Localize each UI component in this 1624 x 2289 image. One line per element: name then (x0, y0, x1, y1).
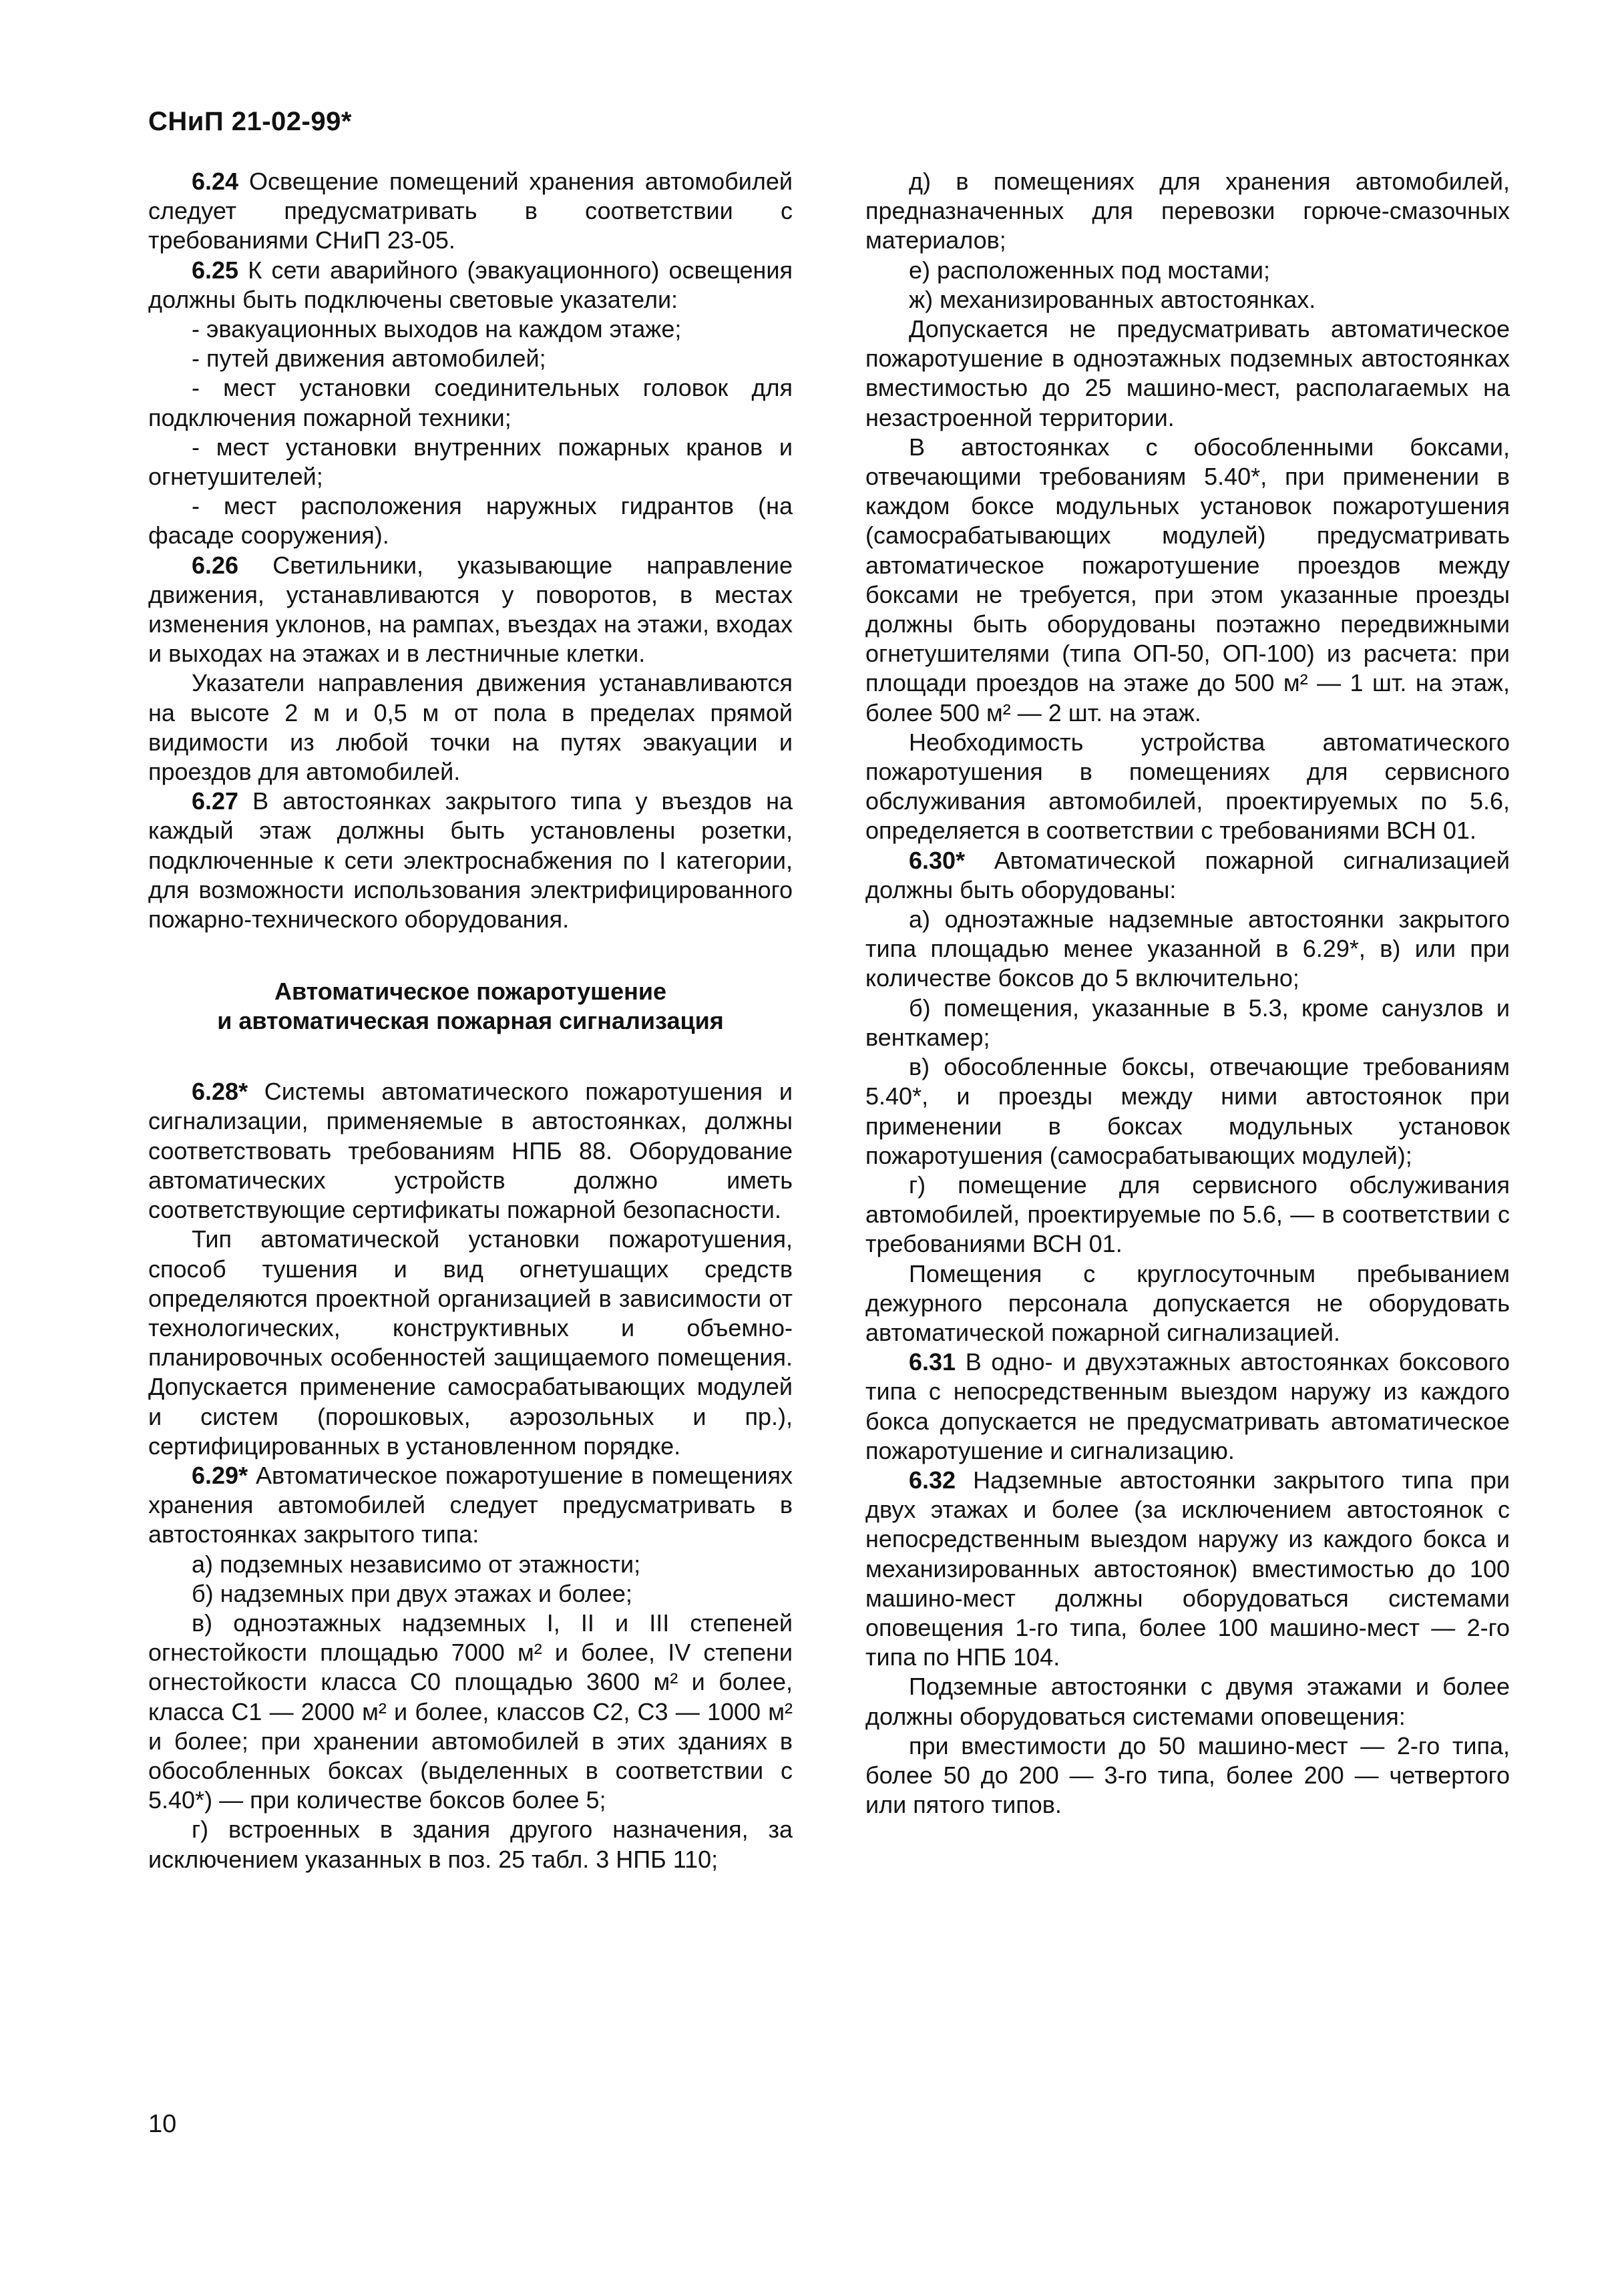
paragraph (865, 1731, 1510, 1820)
paragraph (865, 1466, 1510, 1672)
paragraph (865, 905, 1510, 994)
paragraph (865, 994, 1510, 1052)
paragraph (865, 433, 1510, 728)
paragraph (865, 1672, 1510, 1731)
section-heading-line-1: Автоматическое пожаротушение (274, 978, 667, 1006)
paragraph-text: г) встроенных в здания другого назначения, за исключением указанных в поз. 25 табл. 3 НПБ 110; (148, 1816, 793, 1873)
paragraph (865, 1347, 1510, 1466)
right-paragraphs (865, 167, 1510, 1820)
paragraph-text: е) расположенных под мостами; (909, 256, 1271, 284)
page-number: 10 (148, 2110, 177, 2138)
clause-number: 6.26 (192, 551, 239, 579)
paragraph-text: в) одноэтажных надземных I, II и III степеней огнестойкости площадью 7000 м² и более, IV степени огнестойкости класса С0 площадью 3600 м² и более, класса С1 — 2000 м² и более, классов С2, С3 — 1000 м² и более; при хранении автомобилей в этих зданиях в обособленных боксах (выделенных в соответствии с 5.40*) — при количестве боксов более 5; (148, 1609, 793, 1814)
paragraph (148, 551, 793, 669)
paragraph (148, 787, 793, 934)
paragraph-text: Автоматической пожарной сигнализацией должны быть оборудованы: (865, 846, 1510, 903)
document-code: СНиП 21-02-99* (148, 107, 352, 136)
clause-number: 6.27 (192, 787, 239, 815)
paragraph (148, 1815, 793, 1874)
paragraph-text: Допускается не предусматривать автоматическое пожаротушение в одноэтажных подземных автостоянках вместимостью до 25 машино-мест, располагаемых на незастроенной территории. (865, 315, 1510, 431)
paragraph-text: б) надземных при двух этажах и более; (192, 1579, 632, 1607)
paragraph-text: в) обособленные боксы, отвечающие требованиям 5.40*, и проезды между ними автостоянок при применении в боксах модульных установок пожаротушения (самосрабатывающих модулей); (865, 1053, 1510, 1169)
paragraph-text: В автостоянках с обособленными боксами, отвечающими требованиям 5.40*, при применении в каждом боксе модульных установок пожаротушения (самосрабатывающих модулей) предусматривать автоматическое пожаротушение проездов между боксами не требуется, при этом указанные проезды должны быть оборудованы поэтажно передвижными огнетушителями (типа ОП-50, ОП-100) из расчета: при площади проездов на этаже до 500 м² — 1 шт. на этаж, более 500 м² — 2 шт. на этаж. (865, 433, 1510, 726)
paragraph-text: В автостоянках закрытого типа у въездов на каждый этаж должны быть установлены розетки, подключенные к сети электроснабжения по I категории, для возможности использования электрифицированного пожарно-технического оборудования. (148, 787, 793, 933)
clause-number: 6.28* (192, 1078, 248, 1106)
clause-number: 6.30* (909, 846, 966, 874)
clause-number: 6.32 (909, 1466, 956, 1494)
paragraph (148, 433, 793, 491)
paragraph-text: Освещение помещений хранения автомобилей следует предусматривать в соответствии с требованиями СНиП 23-05. (148, 168, 793, 254)
paragraph (148, 1225, 793, 1461)
paragraph (148, 1550, 793, 1579)
paragraph-text: - мест расположения наружных гидрантов (на фасаде сооружения). (148, 492, 793, 550)
paragraph-text: б) помещения, указанные в 5.3, кроме санузлов и венткамер; (865, 994, 1510, 1051)
left-paragraphs (148, 167, 793, 934)
clause-number: 6.24 (192, 168, 239, 195)
paragraph (865, 1171, 1510, 1259)
paragraph (865, 846, 1510, 905)
clause-number: 6.25 (192, 256, 239, 284)
paragraph-text: при вместимости до 50 машино-мест — 2-го типа, более 50 до 200 — 3-го типа, более 200 — четвертого или пятого типов. (865, 1731, 1510, 1819)
paragraph-text: г) помещение для сервисного обслуживания автомобилей, проектируемые по 5.6, — в соответствии с требованиями ВСН 01. (865, 1171, 1510, 1258)
section-heading-line-2: и автоматическая пожарная сигнализация (217, 1007, 724, 1035)
paragraph-text: а) одноэтажные надземные автостоянки закрытого типа площадью менее указанной в 6.29*, в) или при количестве боксов до 5 включительно; (865, 905, 1510, 992)
paragraph-text: ж) механизированных автостоянках. (909, 285, 1316, 313)
paragraph (148, 1579, 793, 1609)
paragraph (865, 167, 1510, 256)
paragraph (865, 256, 1510, 285)
paragraph-text: - путей движения автомобилей; (192, 345, 546, 373)
paragraph (148, 668, 793, 787)
paragraph-text: а) подземных независимо от этажности; (192, 1550, 641, 1578)
paragraph (148, 491, 793, 550)
left-column (148, 167, 793, 1874)
paragraph-text: Системы автоматического пожаротушения и сигнализации, применяемые в автостоянках, должны соответствовать требованиям НПБ 88. Оборудование автоматических устройств должно иметь соответствующие сертификаты пожарной безопасности. (148, 1078, 793, 1224)
paragraph (148, 1077, 793, 1225)
left-paragraphs-after-heading (148, 1077, 793, 1874)
paragraph-text: Автоматическое пожаротушение в помещениях хранения автомобилей следует предусматривать в автостоянках закрытого типа: (148, 1461, 793, 1548)
paragraph-text: Необходимость устройства автоматического пожаротушения в помещениях для сервисного обслуживания автомобилей, проектируемых по 5.6, определяется в соответствии с требованиями ВСН 01. (865, 728, 1510, 845)
paragraph-text: Тип автоматической установки пожаротушения, способ тушения и вид огнетушащих средств определяются проектной организацией в зависимости от технологических, конструктивных и объемно-планировочных особенностей защищаемого помещения. Допускается применение самосрабатывающих модулей и систем (порошковых, аэрозольных и пр.), сертифицированных в установленном порядке. (148, 1225, 793, 1460)
paragraph-text: Светильники, указывающие направление движения, устанавливаются у поворотов, в местах изменения уклонов, на рампах, въездах на этажи, входах и выходах на этажах и в лестничные клетки. (148, 551, 793, 668)
paragraph-text: К сети аварийного (эвакуационного) освещения должны быть подключены световые указатели: (148, 256, 793, 313)
paragraph-text: - эвакуационных выходов на каждом этаже; (192, 315, 682, 343)
paragraph (865, 728, 1510, 846)
paragraph-text: Помещения с круглосуточным пребыванием дежурного персонала допускается не оборудовать автоматической пожарной сигнализацией. (865, 1259, 1510, 1346)
paragraph (148, 1461, 793, 1550)
section-heading (148, 977, 793, 1036)
paragraph-text: В одно- и двухэтажных автостоянках боксового типа с непосредственным выездом наружу из каждого бокса допускается не предусматривать автоматическое пожаротушение и сигнализацию. (865, 1348, 1510, 1464)
paragraph (148, 315, 793, 344)
paragraph (865, 1052, 1510, 1171)
paragraph (865, 1259, 1510, 1348)
paragraph (148, 167, 793, 256)
right-column (865, 167, 1510, 1820)
paragraph-text: - мест установки внутренних пожарных кранов и огнетушителей; (148, 433, 793, 491)
paragraph (148, 373, 793, 432)
clause-number: 6.31 (909, 1348, 956, 1376)
paragraph-text: Надземные автостоянки закрытого типа при двух этажах и более (за исключением автостоянок с непосредственным выездом наружу из каждого бокса и механизированных автостоянок) вместимостью до 100 машино-мест должны оборудоваться системами оповещения 1-го типа, более 100 машино-мест — 2-го типа по НПБ 104. (865, 1466, 1510, 1671)
clause-number: 6.29* (192, 1461, 248, 1489)
paragraph-text: - мест установки соединительных головок для подключения пожарной техники; (148, 374, 793, 431)
paragraph-text: д) в помещениях для хранения автомобилей, предназначенных для перевозки горюче-смазочных материалов; (865, 168, 1510, 254)
paragraph-text: Указатели направления движения устанавливаются на высоте 2 м и 0,5 м от пола в пределах прямой видимости из любой точки на путях эвакуации и проездов для автомобилей. (148, 669, 793, 786)
paragraph (865, 285, 1510, 315)
paragraph (865, 315, 1510, 433)
paragraph-text: Подземные автостоянки с двумя этажами и более должны оборудоваться системами оповещения: (865, 1673, 1510, 1730)
paragraph (148, 344, 793, 373)
paragraph (148, 1609, 793, 1815)
paragraph (148, 256, 793, 315)
